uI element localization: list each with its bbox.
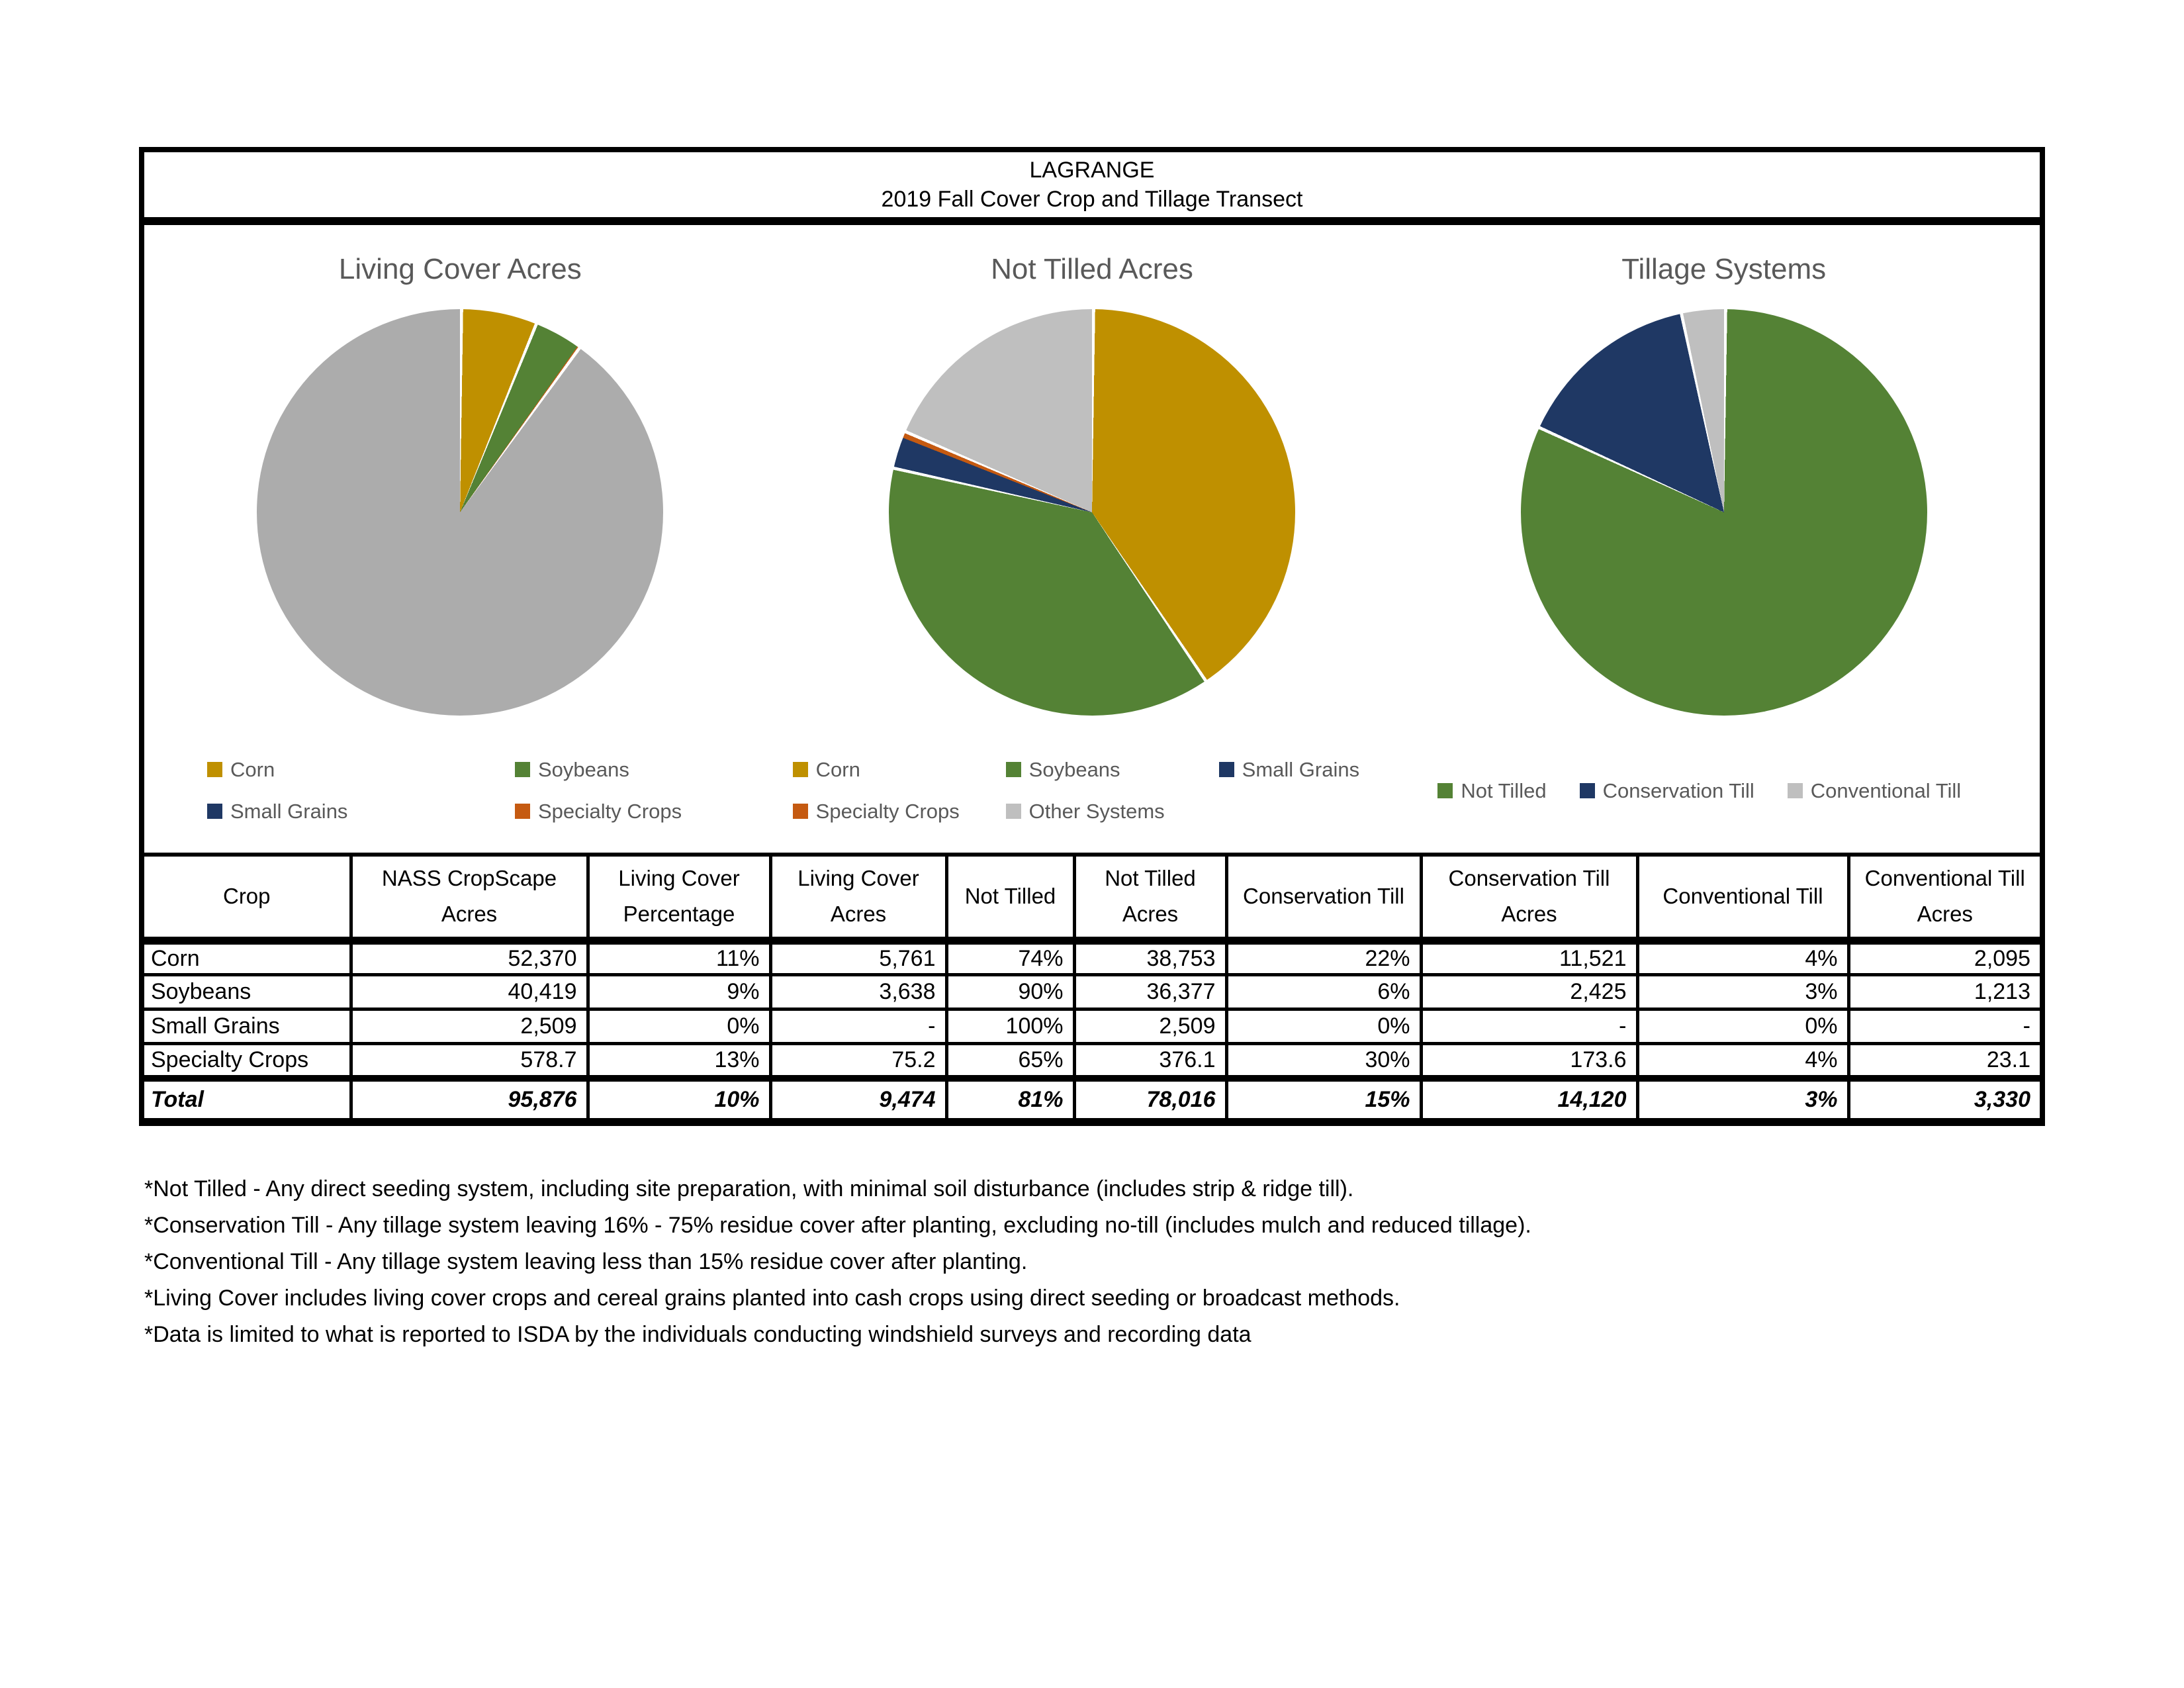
legend-item-specialty-crops <box>515 801 776 821</box>
crop-name: Soybeans <box>144 975 351 1009</box>
other-systems-swatch-icon <box>1006 804 1021 819</box>
table-cell: 30% <box>1226 1044 1421 1078</box>
table-cell: 38,753 <box>1074 941 1226 975</box>
column-header-not-tilled-acres: Not Tilled Acres <box>1074 855 1226 941</box>
legend-item-not-tilled <box>1437 780 1546 801</box>
corn-swatch-icon <box>207 762 222 777</box>
legend-item-soybeans <box>1006 759 1219 780</box>
table-row-specialty-crops <box>144 1044 2040 1078</box>
table-cell: - <box>770 1009 946 1044</box>
small-grains-swatch-icon <box>207 804 222 819</box>
footnote: *Conservation Till - Any tillage system leaving 16% - 75% residue cover after planting, excluding no-till (includes mulch and reduced tillage). <box>144 1212 1531 1238</box>
specialty-crops-swatch-icon <box>793 804 808 819</box>
crop-name: Total <box>144 1078 351 1118</box>
table-cell: 2,095 <box>1848 941 2040 975</box>
pie-not-tilled-acres <box>889 309 1295 716</box>
table-cell: - <box>1421 1009 1637 1044</box>
crop-name: Small Grains <box>144 1009 351 1044</box>
legend-item-conservation-till <box>1580 780 1754 801</box>
legend-item-specialty-crops <box>793 801 1006 821</box>
legend-label: Conservation Till <box>1602 778 1754 802</box>
table-cell: 0% <box>588 1009 770 1044</box>
table-cell: 3% <box>1637 975 1848 1009</box>
table-row-small-grains <box>144 1009 2040 1044</box>
column-header-conservation-till: Conservation Till <box>1226 855 1421 941</box>
table-cell: 3% <box>1637 1078 1848 1118</box>
pie-tillage-systems <box>1521 309 1927 716</box>
legend-label: Small Grains <box>230 799 348 823</box>
legend-label: Soybeans <box>538 757 629 781</box>
legend-item-other-systems <box>1006 801 1219 821</box>
soybeans-swatch-icon <box>515 762 530 777</box>
not-tilled-swatch-icon <box>1437 783 1453 798</box>
table-cell: 65% <box>946 1044 1074 1078</box>
table-cell: 376.1 <box>1074 1044 1226 1078</box>
table-cell: 10% <box>588 1078 770 1118</box>
table-cell: 74% <box>946 941 1074 975</box>
table-cell: 1,213 <box>1848 975 2040 1009</box>
charts-row <box>144 225 2040 853</box>
table-cell: 13% <box>588 1044 770 1078</box>
report-title: 2019 Fall Cover Crop and Tillage Transect <box>881 187 1303 212</box>
table-cell: 0% <box>1637 1009 1848 1044</box>
table-cell: 52,370 <box>351 941 588 975</box>
corn-swatch-icon <box>793 762 808 777</box>
legend-label: Specialty Crops <box>815 799 960 823</box>
table-header-row <box>144 855 2040 941</box>
table-cell: 2,509 <box>1074 1009 1226 1044</box>
soybeans-swatch-icon <box>1006 762 1021 777</box>
footnote: *Living Cover includes living cover crops and cereal grains planted into cash crops using direct seeding or broadcast methods. <box>144 1285 1400 1311</box>
table-total-row <box>144 1078 2040 1118</box>
crop-tillage-table <box>144 853 2040 1118</box>
table-cell: 5,761 <box>770 941 946 975</box>
table-cell: 0% <box>1226 1009 1421 1044</box>
legend-item-small-grains <box>1219 759 1408 780</box>
crop-name: Specialty Crops <box>144 1044 351 1078</box>
table-cell: 81% <box>946 1078 1074 1118</box>
legend-label: Other Systems <box>1028 799 1165 823</box>
table-cell: 75.2 <box>770 1044 946 1078</box>
table-cell: 3,638 <box>770 975 946 1009</box>
column-header-nass-cropscape-acres: NASS CropScape Acres <box>351 855 588 941</box>
legend-not-tilled-acres <box>793 759 1408 821</box>
report-location: LAGRANGE <box>1029 158 1155 183</box>
table-cell: 578.7 <box>351 1044 588 1078</box>
chart-title-living-cover-acres: Living Cover Acres <box>338 253 582 285</box>
table-cell: 2,425 <box>1421 975 1637 1009</box>
table-cell: 22% <box>1226 941 1421 975</box>
legend-label: Corn <box>230 757 275 781</box>
table-cell: 4% <box>1637 941 1848 975</box>
conventional-till-swatch-icon <box>1788 783 1803 798</box>
table-cell: 2,509 <box>351 1009 588 1044</box>
table-cell: 6% <box>1226 975 1421 1009</box>
table-cell: 36,377 <box>1074 975 1226 1009</box>
column-header-living-cover-acres: Living Cover Acres <box>770 855 946 941</box>
report-title-box <box>139 147 2045 225</box>
column-header-living-cover-percentage: Living Cover Percentage <box>588 855 770 941</box>
report-sheet <box>139 147 2045 1360</box>
crop-name: Corn <box>144 941 351 975</box>
chart-tillage-systems <box>1408 225 2040 853</box>
legend-item-corn <box>793 759 1006 780</box>
footnotes <box>144 1178 2045 1346</box>
table-cell: 78,016 <box>1074 1078 1226 1118</box>
table-cell: 40,419 <box>351 975 588 1009</box>
table-cell: 173.6 <box>1421 1044 1637 1078</box>
table-cell: 4% <box>1637 1044 1848 1078</box>
legend-item-small-grains <box>207 801 515 821</box>
conservation-till-swatch-icon <box>1580 783 1595 798</box>
legend-label: Small Grains <box>1242 757 1360 781</box>
legend-tillage-systems <box>1437 780 1961 801</box>
column-header-crop: Crop <box>144 855 351 941</box>
table-cell: 9,474 <box>770 1078 946 1118</box>
legend-label: Soybeans <box>1028 757 1120 781</box>
column-header-not-tilled: Not Tilled <box>946 855 1074 941</box>
table-cell: 95,876 <box>351 1078 588 1118</box>
legend-item-conventional-till <box>1788 780 1961 801</box>
chart-not-tilled-acres <box>776 225 1408 853</box>
table-cell: 15% <box>1226 1078 1421 1118</box>
column-header-conventional-till: Conventional Till <box>1637 855 1848 941</box>
table-cell: 90% <box>946 975 1074 1009</box>
legend-label: Not Tilled <box>1461 778 1547 802</box>
table-cell: - <box>1848 1009 2040 1044</box>
chart-title-tillage-systems: Tillage Systems <box>1621 253 1827 285</box>
specialty-crops-swatch-icon <box>515 804 530 819</box>
legend-label: Specialty Crops <box>538 799 682 823</box>
table-cell: 23.1 <box>1848 1044 2040 1078</box>
small-grains-swatch-icon <box>1219 762 1234 777</box>
footnote: *Conventional Till - Any tillage system leaving less than 15% residue cover after planting. <box>144 1248 1028 1274</box>
table-row-corn <box>144 941 2040 975</box>
chart-title-not-tilled-acres: Not Tilled Acres <box>991 253 1193 285</box>
legend-item-soybeans <box>515 759 776 780</box>
chart-living-cover-acres <box>144 225 776 853</box>
table-cell: 14,120 <box>1421 1078 1637 1118</box>
legend-label: Corn <box>815 757 860 781</box>
table-head <box>144 855 2040 941</box>
legend-label: Conventional Till <box>1810 778 1962 802</box>
legend-living-cover-acres <box>207 759 776 821</box>
column-header-conservation-till-acres: Conservation Till Acres <box>1421 855 1637 941</box>
table-cell: 100% <box>946 1009 1074 1044</box>
table-row-soybeans <box>144 975 2040 1009</box>
footnote: *Data is limited to what is reported to ISDA by the individuals conducting windshield surveys and recording data <box>144 1321 1251 1347</box>
table-cell: 3,330 <box>1848 1078 2040 1118</box>
table-body <box>144 941 2040 1118</box>
table-cell: 9% <box>588 975 770 1009</box>
legend-item-corn <box>207 759 515 780</box>
table-cell: 11,521 <box>1421 941 1637 975</box>
charts-and-table-box <box>139 225 2045 1126</box>
column-header-conventional-till-acres: Conventional Till Acres <box>1848 855 2040 941</box>
footnote: *Not Tilled - Any direct seeding system, including site preparation, with minimal soil disturbance (includes strip & ridge till). <box>144 1176 1354 1201</box>
table-cell: 11% <box>588 941 770 975</box>
pie-living-cover-acres <box>257 309 663 716</box>
